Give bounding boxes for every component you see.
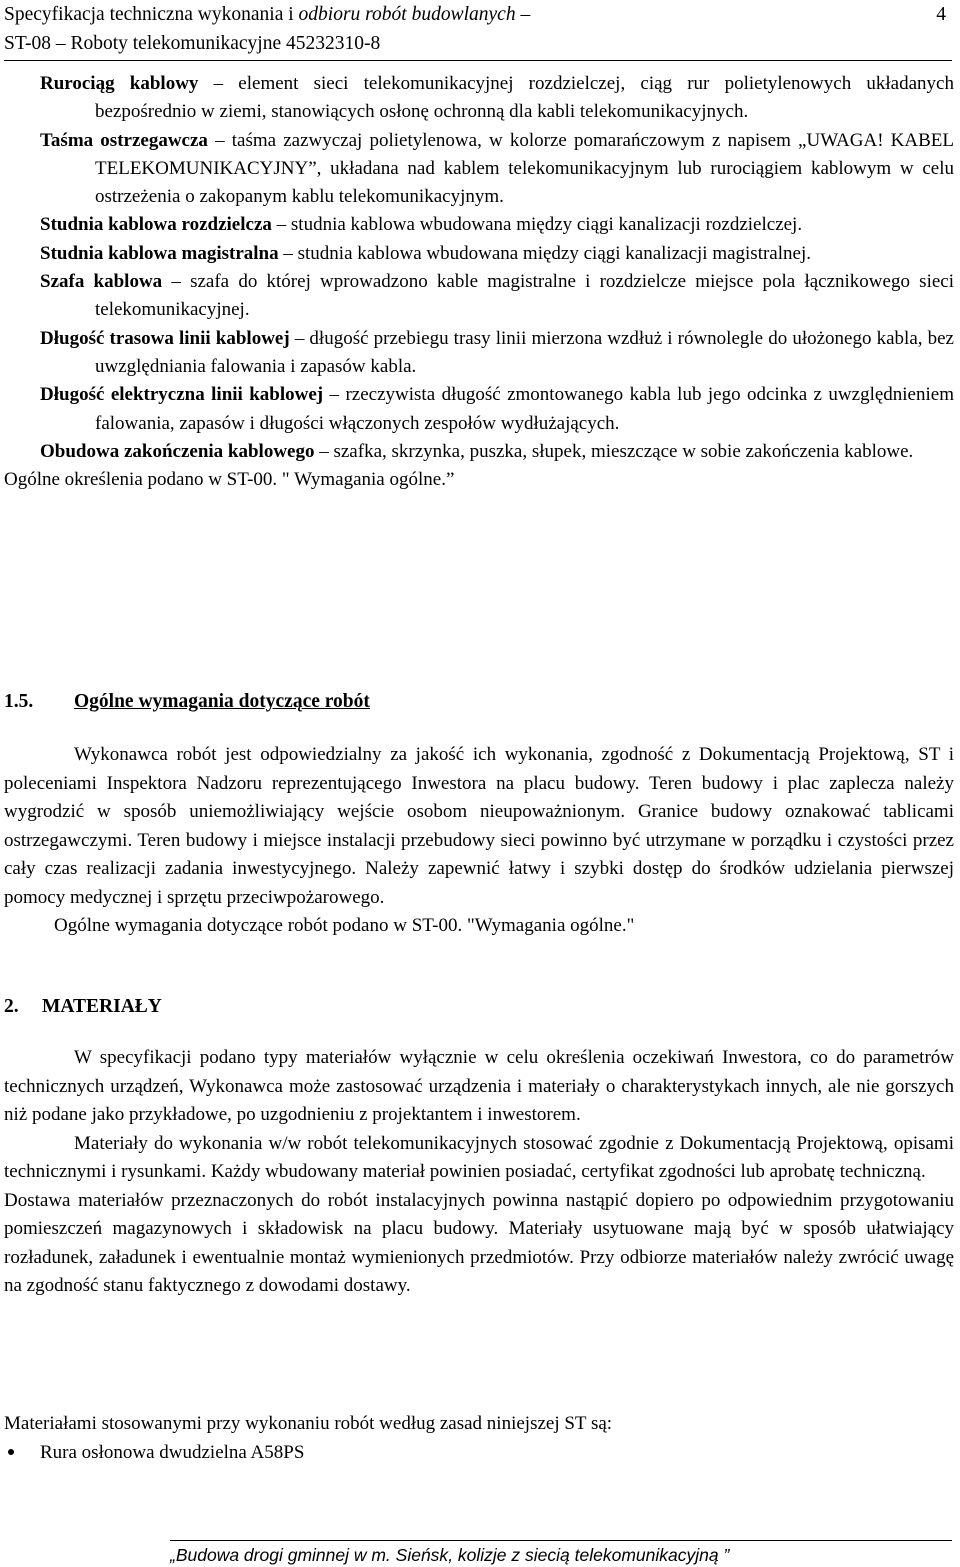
section-heading-1-5 [4, 688, 370, 716]
materials-list-item [4, 1439, 304, 1467]
page-header [4, 0, 952, 61]
definitions-list [4, 70, 954, 494]
footer-text: , kolizje [448, 1545, 512, 1565]
header-title-italic: odbioru robót budowlanych – [298, 4, 531, 25]
definition-text: – rzeczywista długość zmontowanego kabla lub jego odcinka z uwzględnieniem falowania, zapasów i długości włączonych zespołów wydłużających. [95, 384, 954, 434]
definition-item [4, 438, 954, 466]
definition-term: Taśma ostrzegawcza [40, 129, 208, 151]
material-name: Rura osłonowa dwudzielna A58PS [40, 1442, 305, 1463]
header-title [4, 0, 952, 29]
section-title: Ogólne wymagania dotyczące robót [74, 691, 370, 712]
definition-item [4, 70, 954, 127]
footer-text: z siecią telekomunikacyjną ” [511, 1545, 730, 1565]
definition-item [4, 268, 954, 325]
definition-term: Obudowa zakończenia kablowego [40, 440, 315, 462]
definition-text: – szafka, skrzynka, puszka, słupek, mieszczące w sobie zakończenia kablowe. [314, 440, 914, 462]
section-title: MATERIAŁY [42, 996, 162, 1017]
definition-item [4, 381, 954, 438]
section-note: Ogólne wymagania dotyczące robót podano w ST-00. "Wymagania ogólne." [54, 915, 635, 936]
section-heading-2 [4, 993, 162, 1021]
definition-text: – studnia kablowa wbudowana między ciągi kanalizacji rozdzielczej. [271, 214, 803, 236]
page-number: 4 [936, 4, 946, 25]
definition-term: Szafa kablowa [40, 271, 163, 293]
definition-term: Długość elektryczna linii kablowej [40, 384, 324, 406]
section-paragraph: Materiały do wykonania w/w robót telekomunikacyjnych stosować zgodnie z Dokumentacją Projektową, opisami technicznymi i rysunkami. Każdy wbudowany materiał powinien posiadać, certyfikat zgodności lub aprobatę techniczną. [4, 1132, 954, 1182]
definition-item [4, 325, 954, 382]
section-paragraph: Wykonawca robót jest odpowiedzialny za jakość ich wykonania, zgodność z Dokumentacją Projektową, ST i poleceniami Inspektora Nadzoru reprezentującego Inwestora na placu budowy. Teren budowy i plac zaplecza należy wygrodzić w sposób uniemożliwiający wejście osobom nieupoważnionym. Granice budowy oznakować tablicami ostrzegawczymi. Teren budowy i miejsce instalacji przebudowy sieci powinno być utrzymane w porządku i czystości przez cały czas realizacji zadania inwestycyjnego. Należy zapewnić łatwy i szybki dostęp do środków udzielania pierwszej pomocy medycznej i sprzętu przeciwpożarowego. [4, 744, 954, 908]
definition-term: Studnia kablowa rozdzielcza [40, 214, 272, 236]
definition-text: – taśma zazwyczaj polietylenowa, w kolorze pomarańczowym z napisem „UWAGA! KABEL TELEKOMUNIKACYJNY”, układana nad kablem telekomunikacyjnym lub rurociągiem kablowym w celu ostrzeżenia o zakopanym kablu telekomunikacyjnym. [95, 129, 954, 208]
header-subtitle: ST-08 – Roboty telekomunikacyjne 45232310-8 [4, 33, 381, 54]
section-number: 1.5. [4, 691, 34, 712]
footer-text: w m. Sieńsk [353, 1545, 449, 1565]
definition-item [4, 240, 954, 268]
section-number: 2. [4, 996, 19, 1017]
definition-item [4, 127, 954, 212]
header-title-regular: Specyfikacja techniczna wykonania i [4, 4, 299, 25]
section-paragraph: W specyfikacji podano typy materiałów wyłącznie w celu określenia oczekiwań Inwestora, co do parametrów technicznych urządzeń, Wykonawca może zastosować urządzenia i materiały o charakterystykach innych, ale nie gorszych niż podane jako przykładowe, po uzgodnieniu z projektantem i inwestorem. [4, 1047, 954, 1125]
page-footer [170, 1540, 952, 1567]
definition-item [4, 211, 954, 239]
materials-intro: Materiałami stosowanymi przy wykonaniu robót według zasad niniejszej ST są: [4, 1413, 613, 1434]
materials-intro-block [4, 1410, 954, 1439]
section-paragraph: Dostawa materiałów przeznaczonych do robót instalacyjnych powinna nastąpić dopiero po odpowiednim przygotowaniu pomieszczeń magazynowych i składowisk na placu budowy. Materiały usytuowane mają być w sposób ułatwiający rozładunek, załadunek i ewentualnie montaż wymienionych przedmiotów. Przy odbiorze materiałów należy zwrócić uwagę na zgodność stanu faktycznego z dowodami dostawy. [4, 1189, 954, 1296]
section-2-body [4, 1044, 954, 1301]
footer-text: „Budowa drogi gminnej [170, 1545, 354, 1565]
general-note: Ogólne określenia podano w ST-00. " Wymagania ogólne.” [4, 469, 455, 491]
definition-term: Długość trasowa linii kablowej [40, 327, 290, 349]
bullet-icon [8, 1449, 14, 1455]
definition-text: – studnia kablowa wbudowana między ciągi kanalizacji magistralnej. [278, 242, 811, 264]
definition-term: Studnia kablowa magistralna [40, 242, 279, 264]
section-1-5-body [4, 741, 954, 941]
definition-text: – element sieci telekomunikacyjnej rozdzielczej, ciąg rur polietylenowych układanych bezpośrednio w ziemi, stanowiących osłonę ochronną dla kabli telekomunikacyjnych. [95, 73, 954, 123]
definition-text: – długość przebiegu trasy linii mierzona wzdłuż i równolegle do ułożonego kabla, bez uwzględniania falowania i zapasów kabla. [95, 327, 954, 377]
definition-text: – szafa do której wprowadzono kable magistralne i rozdzielcze miejsce pola łącznikowego sieci telekomunikacyjnej. [95, 271, 954, 321]
definition-term: Rurociąg kablowy [40, 73, 199, 94]
